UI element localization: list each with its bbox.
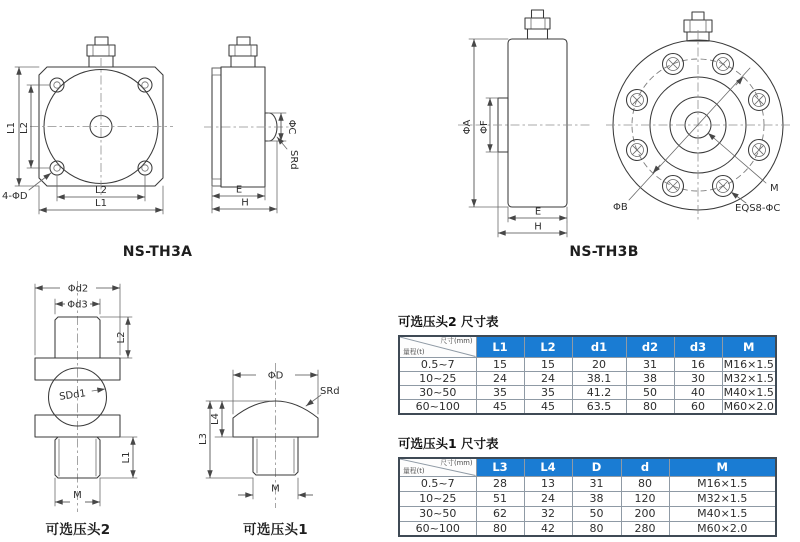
cell: M32×1.5 [669,491,776,506]
table-row [399,357,776,371]
head1-table-block [398,436,778,537]
dim-label-l1-bottom: L1 [95,198,107,209]
dim-l2 [100,317,132,358]
cell: 31 [626,357,674,371]
th3b-front-view [606,12,790,222]
dim-e [508,207,567,223]
table-row [399,491,776,506]
cell: M40×1.5 [722,385,776,399]
cell: 38 [572,491,621,506]
cell: 45 [476,399,524,414]
hole-callout [2,173,51,202]
th3a-side-view [204,37,299,213]
column-header: L4 [524,458,572,476]
dim-phi-d [233,370,318,414]
cell: 45 [524,399,572,414]
cell: 35 [524,385,572,399]
dim-label-phi-d2: Φd2 [67,283,89,295]
cell: 40 [674,385,722,399]
cell: 51 [476,491,524,506]
th3a-front-view [2,37,173,214]
dim-label-phi-c: ΦC [286,119,297,135]
column-header: M [669,458,776,476]
dim-label-phi-b: ΦB [613,202,628,213]
cell: 41.2 [572,385,626,399]
cell: M60×2.0 [722,399,776,414]
dim-label-phi-d: ΦD [267,370,284,382]
dim-l4 [206,401,270,437]
header-row [399,458,776,476]
dim-label-phi-a: ΦA [462,119,473,135]
diagonal-header-cell [399,336,476,357]
cell: 63.5 [572,399,626,414]
cell: M60×2.0 [669,521,776,536]
range-cell: 30~50 [399,506,476,521]
cell: 62 [476,506,524,521]
cell: 200 [621,506,669,521]
cell: 30 [674,371,722,385]
cell: 60 [674,399,722,414]
dim-label-phi-d3: Φd3 [67,299,88,311]
cable-gland-connector [525,10,550,39]
ball-callout [59,388,105,403]
dim-label-e: E [534,206,542,218]
dim-label-l1: L1 [121,451,132,464]
pressure-head1-drawing [190,360,350,515]
column-header: d3 [674,336,722,357]
pressure-head2-drawing [10,278,180,518]
dim-l3 [198,401,253,478]
table-row [399,371,776,385]
cell: 42 [524,521,572,536]
column-header: D [572,458,621,476]
cell: 50 [626,385,674,399]
range-cell: 60~100 [399,399,476,414]
dim-label-eqs8: EQS8-ΦC [735,203,781,214]
dim-label-e: E [235,184,243,196]
head1-table-title: 可选压头1 尺寸表 [398,436,499,451]
dim-label-srd: SRd [288,150,299,170]
diag-label-size: 尺寸(mm) [440,337,473,345]
dim-label-m: M [770,183,779,194]
th3b-caption: NS-TH3B [569,244,639,260]
cell: 35 [476,385,524,399]
dim-label-l2-bottom: L2 [95,185,107,196]
th3a-caption: NS-TH3A [122,244,193,260]
cell: M16×1.5 [669,476,776,491]
cell: 16 [674,357,722,371]
column-header: L3 [476,458,524,476]
cell: 80 [626,399,674,414]
diag-label-size: 尺寸(mm) [440,459,473,467]
dim-label-l1: L1 [6,122,17,134]
dim-label-sdd1: SDd1 [58,388,87,403]
head1-dimension-table [398,457,777,537]
cell: 24 [524,491,572,506]
cell: 80 [621,476,669,491]
diag-label-range: 量程(t) [403,347,425,356]
cell: 120 [621,491,669,506]
th3b-side-view [458,10,590,237]
dim-label-l2: L2 [19,122,30,134]
dim-label-m: M [271,483,280,495]
cell: 280 [621,521,669,536]
column-header: d [621,458,669,476]
cell: 24 [524,371,572,385]
head2-caption: 可选压头2 [45,522,111,538]
head2-table-title: 可选压头2 尺寸表 [398,314,499,329]
header-row [399,336,776,357]
dim-label-l4: L4 [210,413,221,425]
table-row [399,476,776,491]
range-cell: 30~50 [399,385,476,399]
cell: 15 [524,357,572,371]
diagonal-header-cell [399,458,476,476]
dim-label-phi-f: ΦF [479,120,490,134]
cell: 32 [524,506,572,521]
cable-gland-connector [229,37,257,67]
cell: 80 [476,521,524,536]
diag-label-range: 量程(t) [403,466,425,475]
column-header: d2 [626,336,674,357]
table-row [399,385,776,399]
dim-label-l3: L3 [198,433,209,445]
cell: M40×1.5 [669,506,776,521]
bolt-hole-callout [731,192,780,214]
head1-caption: 可选压头1 [243,522,308,538]
dim-label-h: H [241,197,249,209]
th3a-drawing [0,25,310,225]
range-cell: 10~25 [399,491,476,506]
dim-label-srd: SRd [320,386,340,397]
column-header: L1 [476,336,524,357]
head2-table-block [398,314,778,415]
column-header: d1 [572,336,626,357]
dim-label-l2: L2 [116,331,127,344]
cell: 31 [572,476,621,491]
cell: 20 [572,357,626,371]
dim-label-m: M [73,490,82,501]
column-header: L2 [524,336,572,357]
cell: 28 [476,476,524,491]
table-row [399,506,776,521]
cell: 38.1 [572,371,626,385]
dim-srd [306,386,340,406]
table-row [399,521,776,536]
hole-callout-label: 4-ΦD [2,191,28,202]
dim-l1 [100,437,137,478]
dim-srd [277,137,299,170]
cell: 13 [524,476,572,491]
cell: 15 [476,357,524,371]
range-cell: 60~100 [399,521,476,536]
cell: M16×1.5 [722,357,776,371]
dim-label-h: H [534,221,542,233]
dim-h [212,141,277,213]
column-header: M [722,336,776,357]
range-cell: 0.5~7 [399,476,476,491]
cell: 80 [572,521,621,536]
range-cell: 10~25 [399,371,476,385]
table-row [399,399,776,414]
range-cell: 0.5~7 [399,357,476,371]
th3b-drawing [455,0,800,245]
cell: M32×1.5 [722,371,776,385]
cell: 50 [572,506,621,521]
cell: 24 [476,371,524,385]
cell: 38 [626,371,674,385]
head2-dimension-table [398,335,777,415]
